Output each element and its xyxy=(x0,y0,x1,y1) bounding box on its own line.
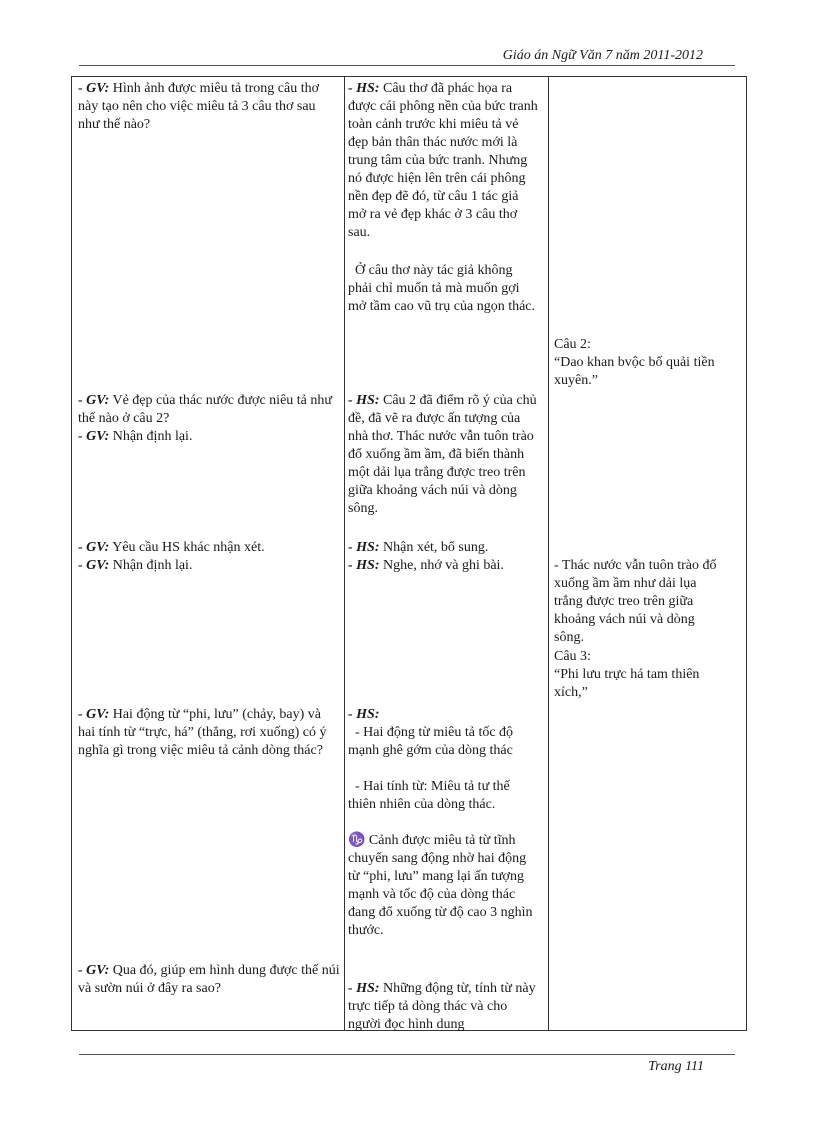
gv-item: - GV: Hai động từ “phi, lưu” (chảy, bay) và hai tính từ “trực, há” (thẳng, rơi xuống) có ý nghĩa gì trong việc miêu tả cảnh dòng thác? xyxy=(78,707,327,758)
note-item: Câu 3: xyxy=(554,649,591,664)
gv-item: - GV: Vẻ đẹp của thác nước được niêu tả như thế nào ở câu 2? xyxy=(78,393,332,426)
hs-item: - HS: Câu thơ đã phác họa ra được cái phông nền của bức tranh toàn cảnh trước khi miêu tả vẻ đẹp bản thân thác nước mới là trung tâm của bức tranh. Nhưng nó được hiện lên trên cái phông nền đẹp đẽ đó, từ câu 1 tác giả mở ra vẻ đẹp khác ở 3 câu thơ sau. xyxy=(348,81,538,240)
header-title: Giáo án Ngữ Văn 7 năm 2011-2012 xyxy=(502,48,703,63)
gv-item: - GV: Yêu cầu HS khác nhận xét. xyxy=(78,540,265,555)
gv-item: - GV: Nhận định lại. xyxy=(78,429,193,444)
hs-item: ♑ Cảnh được miêu tả từ tĩnh chuyển sang động nhờ hai động từ “phi, lưu” mang lại ấn tượng mạnh và tốc độ của dòng thác đang đổ xuống từ độ cao 3 nghìn thước. xyxy=(348,833,533,938)
page-footer xyxy=(560,1058,704,1076)
hs-item: - HS: Những động từ, tính từ này trực tiếp tả dòng thác và cho người đọc hình dung xyxy=(348,981,536,1032)
hs-item: - Hai tính từ: Miêu tả tư thế thiên nhiên của dòng thác. xyxy=(348,779,514,812)
gv-item: - GV: Hình ảnh được miêu tả trong câu thơ này tạo nên cho việc miêu tả 3 câu thơ sau như thế nào? xyxy=(78,81,320,132)
column-divider xyxy=(344,77,345,1030)
note-item: “Phi lưu trực há tam thiên xích,” xyxy=(554,667,700,700)
hs-item: - HS: Nghe, nhớ và ghi bài. xyxy=(348,558,504,573)
page-header xyxy=(79,46,735,66)
note-item: - Thác nước vẫn tuôn trào đổ xuống ầm ầm như dải lụa trắng được treo trên giữa khoảng vách núi và dòng sông. xyxy=(554,558,717,645)
hs-item: - HS: Câu 2 đã điểm rõ ý của chủ đề, đã vẽ ra được ấn tượng của nhà thơ. Thác nước vẫn tuôn trào đổ xuống ầm ầm, đã biến thành một dải lụa trắng được treo trên giữa khoảng vách núi và dòng sông. xyxy=(348,393,537,516)
page-number: Trang 111 xyxy=(648,1059,704,1074)
footer-divider xyxy=(79,1054,735,1055)
column-divider xyxy=(548,77,549,1030)
note-item: Câu 2: xyxy=(554,337,591,352)
hs-item: - Hai động từ miêu tả tốc độ mạnh ghê gớm của dòng thác xyxy=(348,725,517,758)
gv-item: - GV: Qua đó, giúp em hình dung được thế núi và sườn núi ở đây ra sao? xyxy=(78,963,340,996)
gv-item: - GV: Nhận định lại. xyxy=(78,558,193,573)
hs-item: Ở câu thơ này tác giả không phải chỉ muốn tả mà muốn gợi mở tầm cao vũ trụ của ngọn thác. xyxy=(348,263,536,314)
note-item: “Dao khan bvộc bố quải tiền xuyên.” xyxy=(554,355,715,388)
hs-item: - HS: xyxy=(348,707,380,722)
hs-item: - HS: Nhận xét, bổ sung. xyxy=(348,540,489,555)
